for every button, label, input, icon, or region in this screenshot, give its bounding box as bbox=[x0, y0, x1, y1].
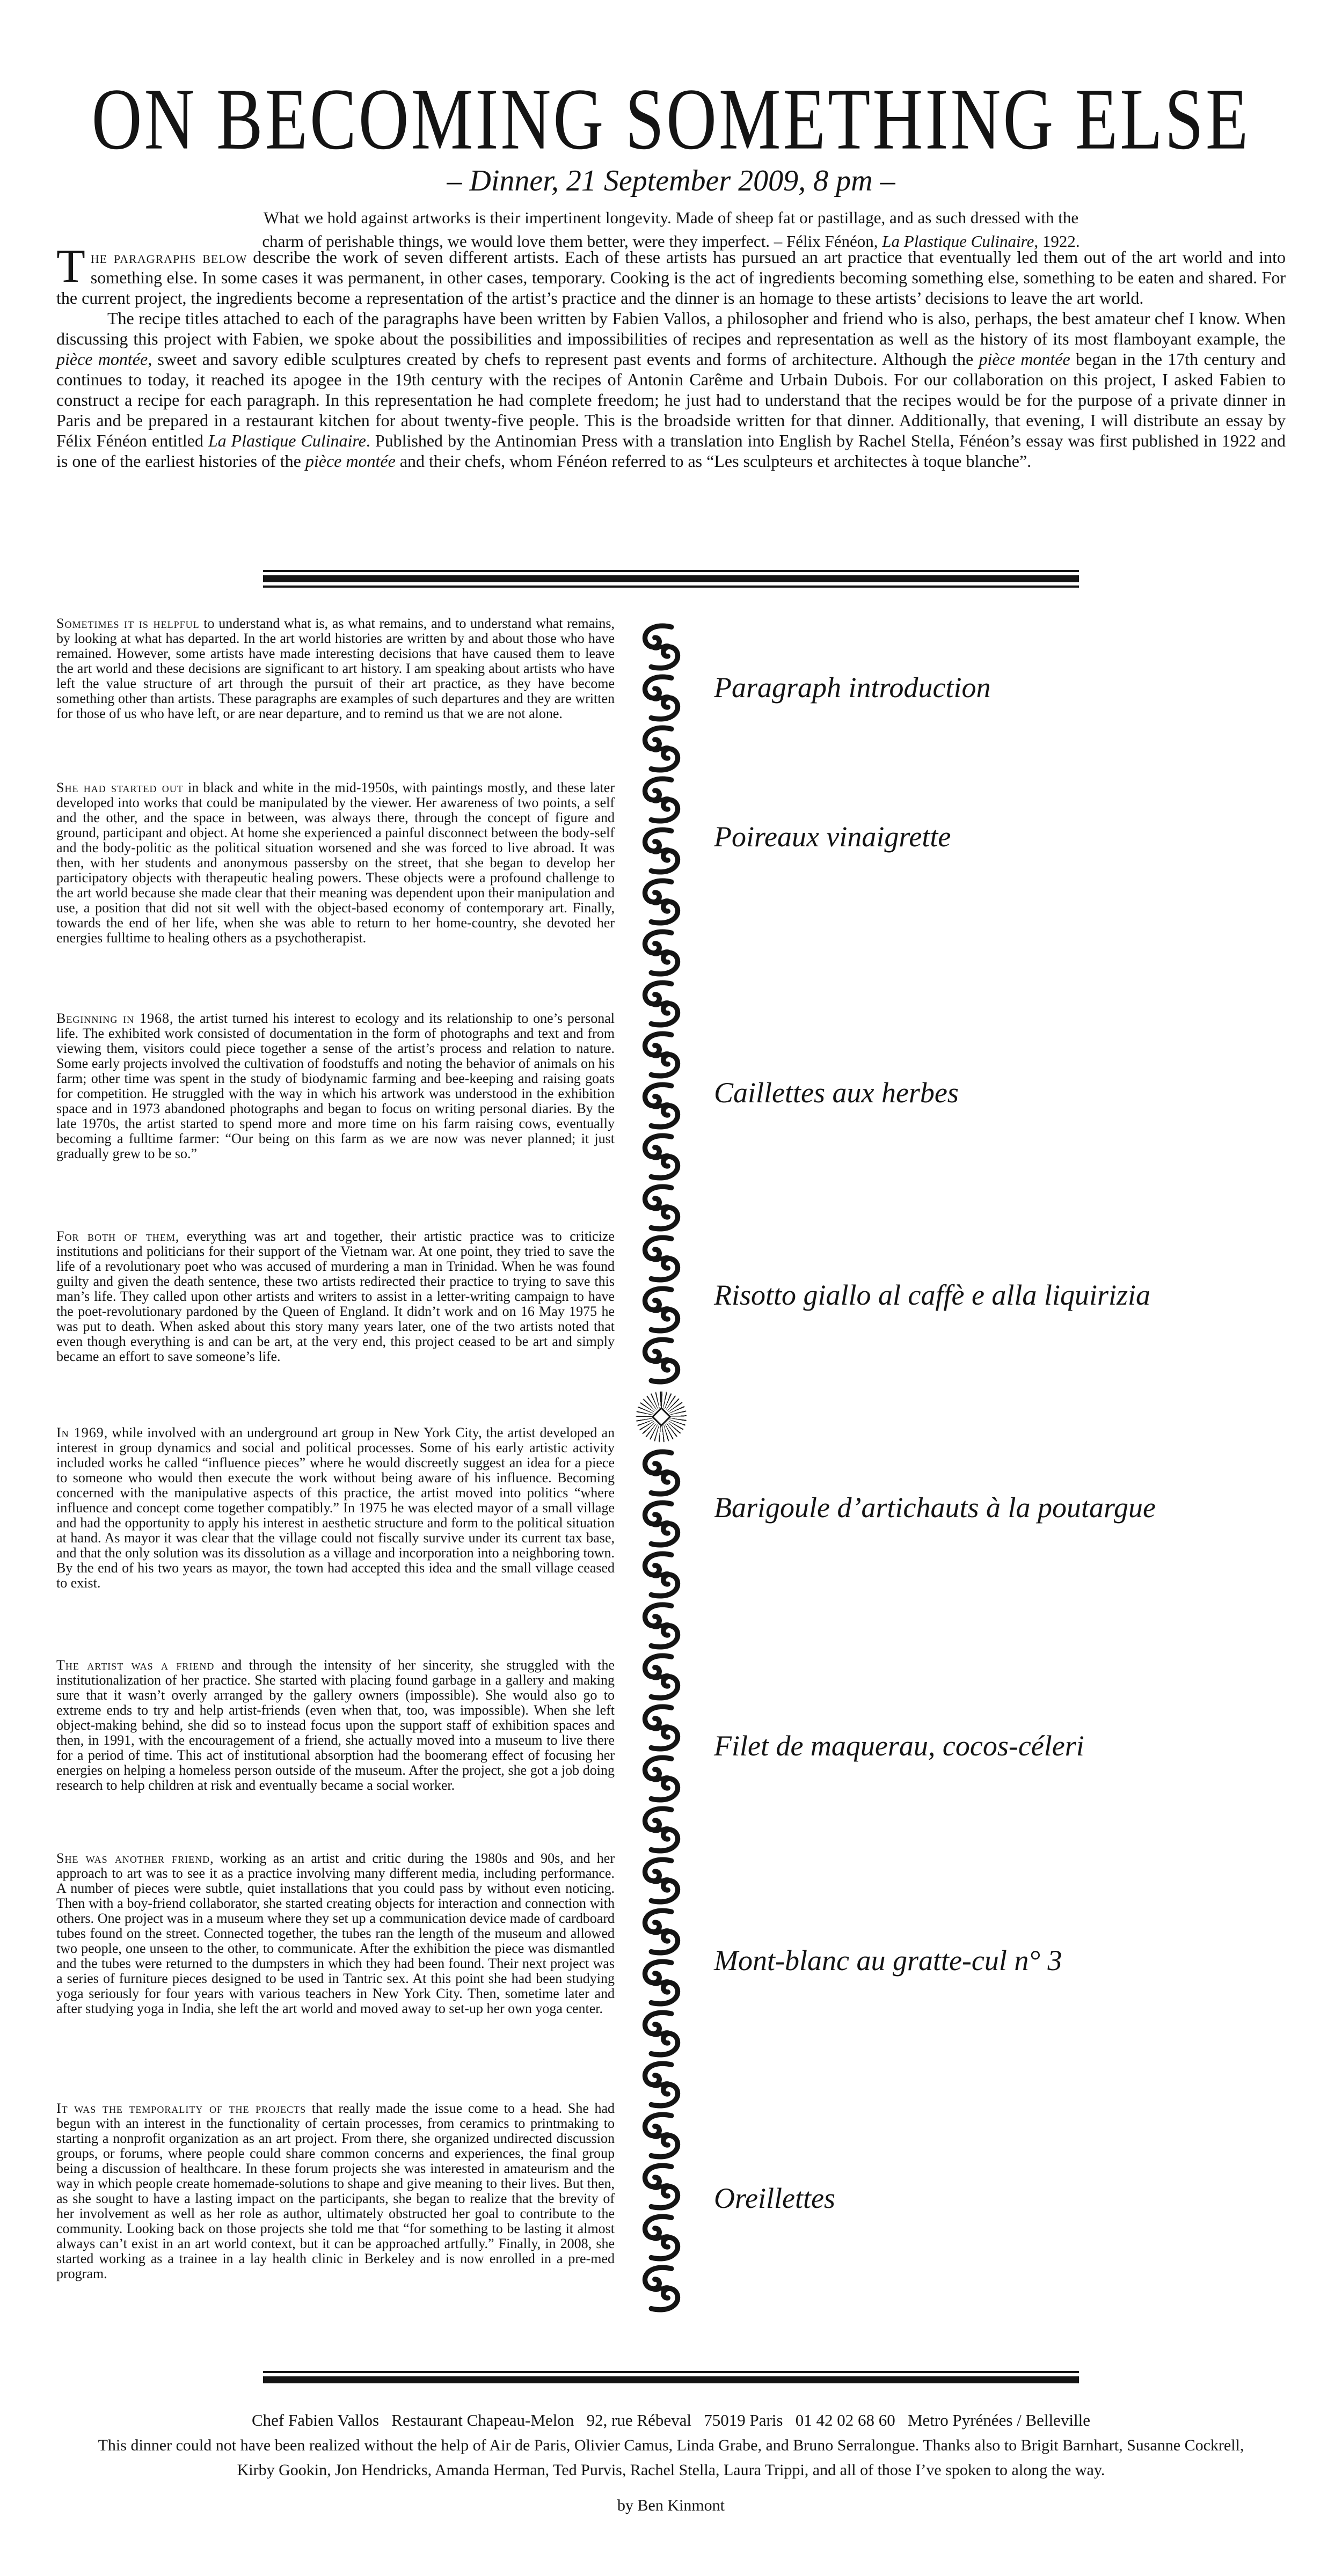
scroll-ornament-icon bbox=[636, 1335, 687, 1386]
body-text: that really made the issue come to a head. She had begun with an interest in the functionality of certain processes, from ceramics to printmaking to starting a nonprofit organization as an art project. From there, she organized undirected discussion groups, or forums, where people could share common concerns and experiences, the final group being a discussion of healthcare. In these forum projects she was interested in amateurism and the way in which people create homemade-solutions to shape and give meaning to their lives. But then, as she sought to have a lasting impact on the participants, she began to realize that the brevity of her involvement as well as her role as author, ultimately obstructed her goal to contribute to the community. Looking back on those projects she told me that “for something to be lasting it almost always can’t exist in an art world context, but it can be approached artfully.” Finally, in 2008, she started working as a trainee in a lay health clinic in Berkeley and is now enrolled in a pre-med program. bbox=[56, 2101, 615, 2281]
scroll-ornament-icon bbox=[636, 1600, 687, 1651]
artist-paragraph-8 bbox=[56, 2101, 615, 2281]
drop-cap: T bbox=[56, 240, 85, 292]
small-caps-opener: The artist was a friend bbox=[56, 1657, 215, 1673]
page-title: ON BECOMING SOMETHING ELSE bbox=[91, 70, 1251, 169]
scroll-ornament-icon bbox=[636, 1804, 687, 1855]
separator-rule-bottom bbox=[263, 2371, 1079, 2383]
scroll-ornament-icon bbox=[636, 1233, 687, 1284]
scroll-ornament-icon bbox=[636, 1498, 687, 1549]
small-caps-opener: She had started out bbox=[56, 780, 184, 795]
scroll-ornament-icon bbox=[636, 1753, 687, 1804]
artist-paragraph-5 bbox=[56, 1425, 615, 1591]
scroll-ornament-icon bbox=[636, 876, 687, 927]
footer-byline: by Ben Kinmont bbox=[617, 2497, 725, 2514]
body-text: , working as an artist and critic during the 1980s and 90s, and her approach to art was to see it as a practice involving many different media, including performance. A number of pieces were subtle, quiet installations that you could pass by without even noticing. Then with a boy-friend collaborator, she started creating objects for interaction and connection with others. One project was in a museum where they set up a communication device made of cardboard tubes found on the street. Connected together, the tubes ran the length of the museum and allowed two people, one unseen to the other, to communicate. After the exhibition the piece was dismantled and the tubes were returned to the dumpsters in which they had been found. Their next project was a series of furniture pieces designed to be used in Tantric sex. At this point she had been studying yoga seriously for four years with various teachers in New York City. Then, sometime later and after studying yoga in India, she left the art world and moved away to set-up her own yoga center. bbox=[56, 1850, 615, 2016]
recipe-title-4: Risotto giallo al caffè e alla liquirizia bbox=[714, 1279, 1150, 1311]
small-caps-opener: In 1969 bbox=[56, 1425, 104, 1440]
scroll-ornament-icon bbox=[636, 1029, 687, 1080]
scroll-ornament-icon bbox=[636, 621, 687, 672]
scroll-ornament-icon bbox=[636, 1549, 687, 1600]
scroll-ornament-icon bbox=[636, 1080, 687, 1131]
small-caps-opener: Sometimes it is helpful bbox=[56, 616, 200, 631]
artist-paragraph-6 bbox=[56, 1658, 615, 1793]
scroll-ornament-icon bbox=[636, 2110, 687, 2161]
ornament-border bbox=[632, 621, 690, 2314]
artist-paragraph-2 bbox=[56, 780, 615, 946]
body-text: . Published by the Antinomian Press with a translation into English by Rachel Stella, Fénéon’s essay was first published in 1922 and is one of the earliest histories of the bbox=[56, 431, 1286, 471]
recipe-title-2: Poireaux vinaigrette bbox=[714, 821, 951, 853]
ornament-border-top bbox=[636, 621, 687, 1386]
rule-thin-line bbox=[263, 570, 1079, 572]
scroll-ornament-icon bbox=[636, 2161, 687, 2212]
scroll-ornament-icon bbox=[636, 723, 687, 774]
body-text: describe the work of seven different artists. Each of these artists has pursued an art practice that eventually led them out of the art world and into something else. In some cases it was permanent, in other cases, temporary. Cooking is the act of ingredients becoming something else, something to be eaten and shared. For the current project, the ingredients become a representation of the artist’s practice and the dinner is an homage to these artists’ decisions to leave the art world. bbox=[56, 247, 1286, 308]
recipe-title-3: Caillettes aux herbes bbox=[714, 1077, 959, 1109]
separator-rule-top bbox=[263, 570, 1079, 588]
footer-contact: Chef Fabien Vallos Restaurant Chapeau-Melon 92, rue Rébeval 75019 Paris 01 42 02 68 60 Metro Pyrénées / Belleville bbox=[251, 2411, 1091, 2429]
body-text: , while involved with an underground art group in New York City, the artist developed an interest in group dynamics and social and political processes. Some of his early artistic activity included works he called “influence pieces” where he would discreetly suggest an idea for a piece to someone who would then execute the work without being aware of his influence. Becoming concerned with the manipulative aspects of this practice, the artist moved into politics “where influence and concept come together compatibly.” In 1975 he was elected mayor of a small village and had the opportunity to apply his interest in aesthetic structure and form to the political situation at hand. As mayor it was clear that the village could not fiscally survive under its current tax base, and that the only solution was its dissolution as a village and incorporation into a neighboring town. By the end of his two years as mayor, the town had accepted this idea and the small village ceased to exist. bbox=[56, 1425, 615, 1591]
recipe-title-1: Paragraph introduction bbox=[714, 671, 991, 704]
footer-thanks-2: Kirby Gookin, Jon Hendricks, Amanda Herman, Ted Purvis, Rachel Stella, Laura Trippi, and all of those I’ve spoken to along the way. bbox=[237, 2461, 1105, 2479]
artist-paragraph-7 bbox=[56, 1851, 615, 2016]
artist-paragraph-1 bbox=[56, 616, 615, 721]
italic-text: pièce montée bbox=[979, 349, 1070, 369]
body-text: in black and white in the mid-1950s, with paintings mostly, and these later developed into works that could be manipulated by the viewer. Her awareness of two points, a self and the other, and the space in between, was always there, through the concept of figure and ground, participant and object. At home she experienced a painful disconnect between the body-self and the body-politic as the political situation worsened and she was forced to live abroad. It was then, with her students and anonymous passersby on the street, that she began to develop her participatory objects with therapeutic healing powers. These objects were a profound challenge to the art world because she made clear that their meaning was dependent upon their manipulation and use, a position that did not sit well with the object-based economy of contemporary art. Finally, towards the end of her life, when she was able to return to her home-country, she devoted her energies fulltime to healing others as a psychotherapist. bbox=[56, 780, 615, 946]
scroll-ornament-icon bbox=[636, 774, 687, 825]
footer-thanks-1: This dinner could not have been realized without the help of Air de Paris, Olivier Camus, Linda Grabe, and Bruno Serralongue. Thanks also to Brigit Barnhart, Susanne Cockrell, bbox=[98, 2436, 1244, 2454]
intro-paragraph-2 bbox=[56, 308, 1286, 471]
small-caps-opener: he paragraphs below bbox=[90, 247, 247, 267]
scroll-ornament-icon bbox=[636, 1855, 687, 1906]
scroll-ornament-icon bbox=[636, 1906, 687, 1957]
artist-paragraph-4 bbox=[56, 1229, 615, 1364]
artist-paragraph-3 bbox=[56, 1011, 615, 1161]
rule-thin-line bbox=[263, 586, 1079, 588]
small-caps-opener: Beginning in 1968 bbox=[56, 1011, 170, 1026]
body-text: charm of perishable things, we would love them better, were they imperfect. – Félix Fénéon, bbox=[262, 232, 882, 251]
rule-thick-bar bbox=[263, 575, 1079, 582]
rule-thin-line bbox=[263, 2371, 1079, 2373]
recipe-title-5: Barigoule d’artichauts à la poutargue bbox=[714, 1491, 1156, 1524]
scroll-ornament-icon bbox=[636, 927, 687, 978]
body-text: , the artist turned his interest to ecology and its relationship to one’s personal life. The exhibited work consisted of documentation in the form of photographs and text and from viewing them, visitors could piece together a sense of the artist’s process and relation to nature. Some early projects involved the cultivation of foodstuffs and noting the behavior of animals on his farm; other time was spent in the study of biodynamic farming and bee-keeping and raising goats for competition. He struggled with the way in which his artwork was understood in the exhibition space and in 1973 abandoned photographs and began to focus on writing personal diaries. By the late 1970s, the artist started to spend more and more time on his farm raising cows, eventually becoming a fulltime farmer: “Our being on this farm as we are now was never planned; it just gradually grew to be so.” bbox=[56, 1011, 615, 1161]
scroll-ornament-icon bbox=[636, 1702, 687, 1753]
scroll-ornament-icon bbox=[636, 1957, 687, 2008]
italic-text: pièce montée bbox=[305, 451, 396, 471]
italic-text: La Plastique Culinaire bbox=[882, 232, 1034, 251]
scroll-ornament-icon bbox=[636, 2212, 687, 2263]
body-text: to understand what is, as what remains, and to understand what remains, by looking at what has departed. In the art world histories are written by and about those who have remained. However, some artists have made interesting decisions that have caused them to leave the art world and these decisions are significant to art history. I am speaking about artists who have left the value structure of art through the pursuit of their art practice, as they have become something other than artists. These paragraphs are examples of such departures and they are written for those of us who have left, or are near departure, and to remind us that we are not alone. bbox=[56, 616, 615, 721]
italic-text: La Plastique Culinaire bbox=[208, 431, 366, 450]
epigraph-line-1: What we hold against artworks is their impertinent longevity. Made of sheep fat or pastillage, and as such dressed with the bbox=[263, 208, 1079, 227]
scroll-ornament-icon bbox=[636, 1182, 687, 1233]
scroll-ornament-icon bbox=[636, 2008, 687, 2059]
body-text: , sweet and savory edible sculptures created by chefs to represent past events and forms of architecture. Although the bbox=[148, 349, 979, 369]
scroll-ornament-icon bbox=[636, 1131, 687, 1182]
recipe-title-7: Mont-blanc au gratte-cul n° 3 bbox=[714, 1944, 1062, 1977]
subtitle: – Dinner, 21 September 2009, 8 pm – bbox=[447, 164, 895, 197]
italic-text: pièce montée bbox=[56, 349, 148, 369]
small-caps-opener: It was the temporality of the projects bbox=[56, 2101, 307, 2116]
scroll-ornament-icon bbox=[636, 978, 687, 1029]
sunburst-ornament bbox=[633, 1388, 690, 1445]
body-text: The recipe titles attached to each of the paragraphs have been written by Fabien Vallos, a philosopher and friend who is also, perhaps, the best amateur chef I know. When discussing this project with Fabien, we spoke about the possibilities and impossibilities of recipes and representation as well as the history of its most flamboyant example, the bbox=[56, 309, 1286, 348]
recipe-title-6: Filet de maquerau, cocos-céleri bbox=[714, 1730, 1084, 1762]
scroll-ornament-icon bbox=[636, 2263, 687, 2314]
body-text: and their chefs, whom Fénéon referred to as “Les sculpteurs et architectes à toque blanche”. bbox=[395, 451, 1032, 471]
small-caps-opener: For both of them bbox=[56, 1228, 176, 1244]
body-text: , everything was art and together, their artistic practice was to criticize institutions and politicians for their support of the Vietnam war. At one point, they tried to save the life of a revolutionary poet who was accused of murdering a man in Trinidad. When he was found guilty and given the death sentence, these two artists redirected their practice to trying to save this man’s life. They called upon other artists and writers to assist in a letter-writing campaign to have the poet-revolutionary pardoned by the Queen of England. It didn’t work and on 16 May 1975 he was put to death. When asked about this story many years later, one of the two artists noted that even though everything is and can be art, at the very end, this project ceased to be art and simply became an effort to save someone’s life. bbox=[56, 1228, 615, 1364]
ornament-border-bottom bbox=[636, 1447, 687, 2314]
body-text: and through the intensity of her sincerity, she struggled with the institutionalization of her practice. She started with placing found garbage in a gallery and making sure that it wasn’t overly arranged by the gallery owners (impossible). She would also go to extreme ends to try and help artist-friends (even when that, too, was impossible). When she left object-making behind, she did so to instead focus upon the support staff of exhibition spaces and then, in 1991, with the encouragement of a friend, she actually moved into a museum to live there for a period of time. This act of institutional absorption had the boomerang effect of focusing her energies on helping a homeless person outside of the museum. After the project, she got a job doing research to help children at risk and eventually became a social worker. bbox=[56, 1657, 615, 1793]
recipe-title-8: Oreillettes bbox=[714, 2182, 835, 2214]
small-caps-opener: She was another friend bbox=[56, 1850, 210, 1866]
epigraph bbox=[199, 206, 1143, 253]
scroll-ornament-icon bbox=[636, 825, 687, 876]
body-text: began in the 17th century and continues to today, it reached its apogee in the 19th century with the recipes of Antonin Carême and Urbain Dubois. For our collaboration on this project, I asked Fabien to construct a recipe for each paragraph. In this representation he had complete freedom; he just had to understand that the recipes would be for the purpose of a private dinner in Paris and be prepared in a restaurant kitchen for about twenty-five people. This is the broadside written for that dinner. Additionally, that evening, I will distribute an essay by Félix Fénéon entitled bbox=[56, 349, 1286, 450]
scroll-ornament-icon bbox=[636, 1651, 687, 1702]
scroll-ornament-icon bbox=[636, 1284, 687, 1335]
scroll-ornament-icon bbox=[636, 2059, 687, 2110]
rule-thick-bar bbox=[263, 2376, 1079, 2383]
body-text: , 1922. bbox=[1034, 232, 1080, 251]
scroll-ornament-icon bbox=[636, 672, 687, 723]
scroll-ornament-icon bbox=[636, 1447, 687, 1498]
